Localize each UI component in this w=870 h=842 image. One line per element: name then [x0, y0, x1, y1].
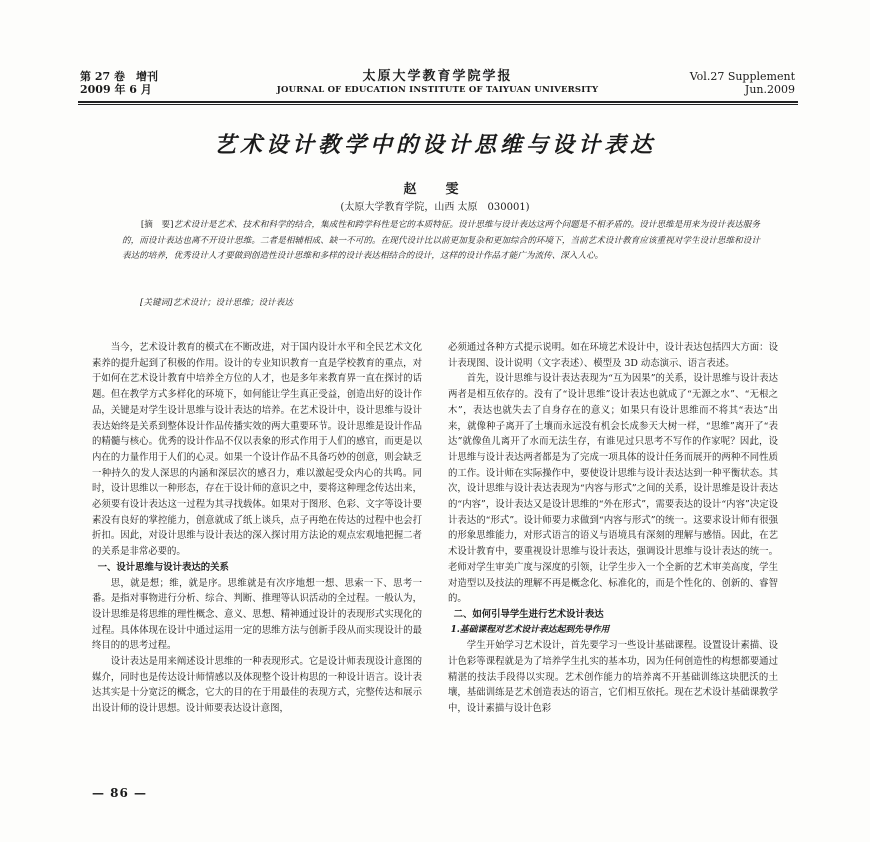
- journal-name-cn: 太原大学教育学院学报: [362, 69, 513, 84]
- page-number: — 86 —: [92, 786, 148, 800]
- journal-name-en: JOURNAL OF EDUCATION INSTITUTE OF TAIYUAN UNIVERSITY: [276, 85, 599, 95]
- section-heading: 一、设计思维与设计表达的关系: [97, 561, 229, 573]
- header-rule-thin: [78, 104, 798, 105]
- running-header: [80, 70, 795, 100]
- body-column-left: [92, 340, 422, 717]
- body-column-right: [448, 340, 778, 717]
- header-rule: [78, 101, 798, 103]
- author-affiliation: (太原大学教育学院，山西 太原 030001): [340, 202, 530, 213]
- abstract-label: [摘 要]: [140, 220, 174, 230]
- keywords: [140, 296, 293, 308]
- paragraph: 思，就是想；维，就是序。思维就是有次序地想一想、思索一下、思考一番。是指对事物进行分析、综合、判断、推理等认识活动的全过程。一般认为，设计思维是将思维的理性概念、意义、思想、精神通过设计的表现形式实现化的过程。具体体现在设计中通过运用一定的思维方法与创新手段从而实现设计的最终目的的思考过程。: [92, 577, 422, 652]
- article-author: 赵 雯: [403, 182, 467, 197]
- paragraph: 学生开始学习艺术设计，首先要学习一些设计基础课程。设置设计素描、设计色彩等课程就是为了培养学生扎实的基本功，因为任何创造性的构想都要通过精湛的技法手段得以实现。艺术创作能力的培养离不开基础训练这块肥沃的土壤，基础训练是艺术创造表达的语言，它们相互依托。现在艺术设计基础课教学中，设计素描与设计色彩: [448, 640, 778, 715]
- paragraph: 设计表达是用来阐述设计思维的一种表现形式。它是设计师表现设计意图的媒介，同时也是传达设计师情感以及体现整个设计构思的一种设计语言。设计表达其实是十分宽泛的概念，它大的目的在于用最佳的表现方式，完整传达和展示出设计师的设计思想。设计师要表达设计意图，: [92, 656, 422, 715]
- volume-en: Vol.27 Supplement: [689, 70, 795, 83]
- keywords-label: [关键词]: [140, 298, 173, 308]
- section-heading: 二、如何引导学生进行艺术设计表达: [453, 608, 604, 620]
- paragraph: 当今，艺术设计教育的模式在不断改进，对于国内设计水平和全民艺术文化素养的提升起到了积极的作用。设计的专业知识教育一直是学校教育的重点，对于如何在艺术设计教育中培养全方位的人才，也是多年来教育界一直在探讨的话题。但在教学方式多样化的环境下，如何能让学生真正受益，创造出好的设计作品，关键是对学生设计思维与设计表达的培养。在艺术设计中，设计思维与设计表达始终是关系到整体设计作品传播实效的两大重要环节。设计思维是设计作品的精髓与核心。优秀的设计作品不仅以表象的形式作用于人们的感官，而更是以内在的力量作用于人们的心灵。如果一个设计作品不具备巧妙的创意，则会缺乏一种持久的发人深思的内涵和深层次的感召力，难以激起受众内心的共鸣。同时，设计思维以一种形态，存在于设计师的意识之中，要将这种理念传达出来，必须要有设计表达这一过程为其寻找载体。如果对于图形、色彩、文字等设计要素没有良好的掌控能力，创意就成了纸上谈兵，点子再绝在传达的过程中也会打折扣。因此，对设计思维与设计表达的深入探讨用方法论的观点宏观地把握二者的关系是非常必要的。: [92, 342, 422, 558]
- header-right: [690, 70, 795, 96]
- keywords-text: 艺术设计；设计思维；设计表达: [172, 298, 293, 308]
- date-cn: 2009 年 6 月: [80, 83, 152, 96]
- header-center: [80, 70, 795, 96]
- volume-cn: 第 27 卷 增刊: [80, 70, 158, 83]
- article-title: 艺术设计教学中的设计思维与设计表达: [213, 132, 656, 158]
- date-en: Jun.2009: [744, 83, 795, 96]
- paragraph: 首先，设计思维与设计表达表现为“互为因果”的关系，设计思维与设计表达两者是相互依存的。没有了“设计思维”设计表达也就成了“无源之水”、“无根之木”，表达也就失去了自身存在的意义；如果只有设计思维而不将其“表达”出来，就像种子离开了土壤而永远没有机会长成参天大树一样，“思维”离开了“表达”就像鱼儿离开了水而无法生存，有谁见过只思考不写作的作家呢？因此，设计思维与设计表达两者都是为了完成一项具体的设计任务而展开的两种不同性质的工作。设计师在实际操作中，要使设计思维与设计表达达到一种平衡状态。其次，设计思维与设计表达表现为“内容与形式”之间的关系，设计思维是设计表达的“内容”，设计表达又是设计思维的“外在形式”，需要表达的设计“内容”决定设计表达的“形式”。设计师要力求做到“内容与形式”的统一。这要求设计师有很强的形象思维能力，对形式语言的语义与语境具有深刻的理解与感悟。因此，在艺术设计教育中，要重视设计思维与设计表达，强调设计思维与设计表达的统一。老师对学生审美广度与深度的引领，让学生步入一个全新的艺术审美高度，学生对造型以及技法的理解不再是概念化、标准化的，而是个性化的、创新的、睿智的。: [448, 373, 778, 605]
- paragraph-continued: 必须通过各种方式提示说明。如在环境艺术设计中，设计表达包括四大方面：设计表现图、设计说明（文字表述）、模型及 3D 动态演示、语言表述。: [448, 342, 778, 369]
- abstract: [122, 218, 760, 265]
- subsection-heading: 1.基础课程对艺术设计表达起到先导作用: [450, 624, 610, 635]
- abstract-text: 艺术设计是艺术、技术和科学的结合，集成性和跨学科性是它的本质特征。设计思维与设计表达这两个问题是不相矛盾的。设计思维是用来为设计表达服务的，而设计表达也离不开设计思维。二者是相辅相成、缺一不可的。在现代设计比以前更加复杂和更加综合的环境下，当前艺术设计教育应该重视对学生设计思维和设计表达的培养，优秀设计人才要做到创造性设计思维和多样的设计表达相结合的设计，这样的设计作品才能广为流传、深入人心。: [122, 220, 760, 262]
